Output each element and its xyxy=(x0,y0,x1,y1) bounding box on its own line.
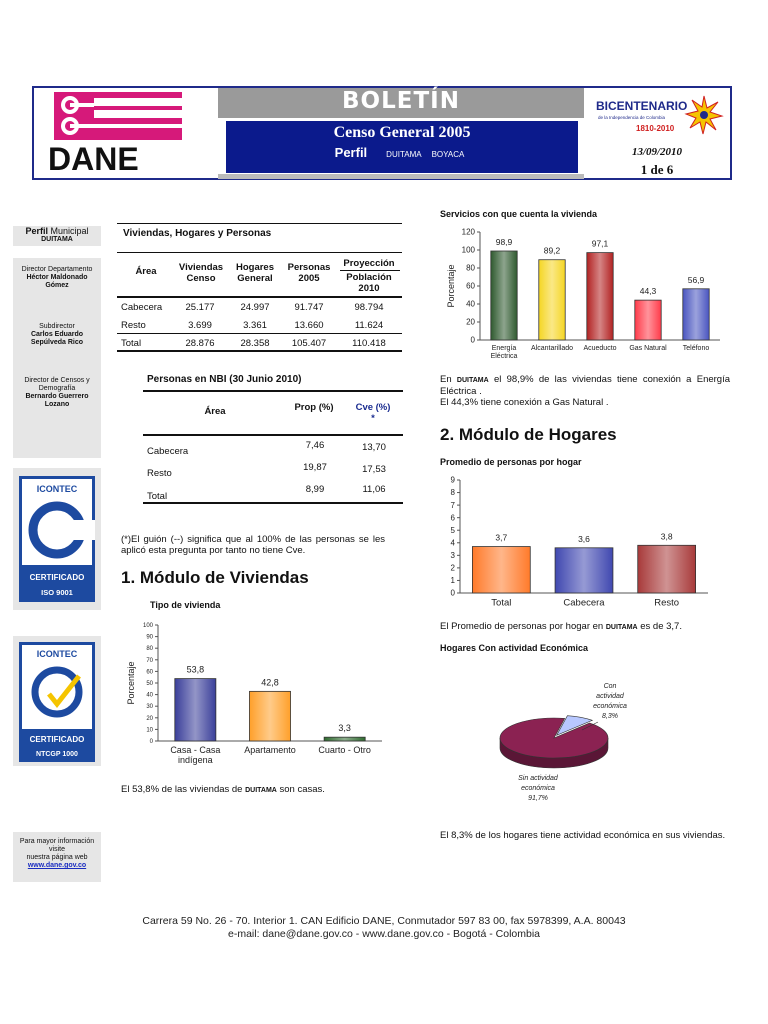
category-label: Alcantarillado xyxy=(530,345,574,352)
viviendas-text-muni: DUITAMA xyxy=(245,787,277,794)
y-tick-label: 2 xyxy=(450,563,455,573)
y-tick-label: 20 xyxy=(146,715,153,722)
viviendas-text-post: son casas. xyxy=(279,784,325,795)
table1-body-rule xyxy=(117,296,402,298)
bar-value-label: 44,3 xyxy=(639,286,657,297)
y-tick-label: 30 xyxy=(146,704,153,711)
icontec-iso-seal xyxy=(19,476,95,602)
t2-area: Resto xyxy=(147,468,172,479)
t1-hogares: 24.997 xyxy=(240,302,270,313)
bar xyxy=(539,260,565,340)
t2-cve-label: Cve (%) xyxy=(355,402,391,413)
dane-logo-graphic xyxy=(34,88,216,178)
census-title: Censo General 2005 xyxy=(333,124,471,141)
economic-activity-pie xyxy=(480,672,680,812)
t1-col-hogares: Hogares General xyxy=(235,262,274,284)
pie-label: económica xyxy=(521,785,555,792)
services-chart-title: Servicios con que cuenta la vivienda xyxy=(440,209,598,219)
category-label: Gas Natural xyxy=(629,345,667,352)
y-tick-label: 80 xyxy=(466,263,475,273)
t2-col-area: Área xyxy=(204,406,226,417)
table1-total-rule xyxy=(117,333,402,334)
category-label: Apartamento xyxy=(244,745,296,755)
y-tick-label: 120 xyxy=(461,227,475,237)
y-tick-label: 40 xyxy=(146,692,153,699)
category-label: Total xyxy=(491,597,512,609)
sidebar-directory xyxy=(13,258,101,458)
t1-area: Resto xyxy=(121,320,146,331)
hogares-text-muni: DUITAMA xyxy=(605,624,638,631)
subdirector-role: Subdirector xyxy=(39,323,75,330)
t1-col-viviendas: Viviendas Censo xyxy=(178,262,224,284)
censos-role: Director de Censos y Demografía xyxy=(24,377,90,392)
table1-body xyxy=(121,300,402,354)
sidebar-perfil xyxy=(13,226,101,246)
t1-viviendas: 28.876 xyxy=(185,338,215,349)
services-text-muni: DUITAMA xyxy=(456,377,489,384)
cert2-std: NTCGP 1000 xyxy=(36,751,78,758)
table-row xyxy=(147,462,403,484)
sidebar-perfil-word: Municipal xyxy=(50,226,89,236)
t2-prop: 8,99 xyxy=(305,484,325,495)
dane-logo xyxy=(34,88,216,178)
section1-title: 1. Módulo de Viviendas xyxy=(121,568,309,587)
sidebar-perfil-title: Perfil xyxy=(25,226,48,236)
t1-viviendas: 25.177 xyxy=(185,302,215,313)
bar-value-label: 3,6 xyxy=(578,533,590,544)
category-label: Casa - Casa xyxy=(170,745,221,755)
category-label: Teléfono xyxy=(682,345,710,352)
t1-col-personas: Personas 2005 xyxy=(287,262,331,284)
cert2-brand: ICONTEC xyxy=(36,649,78,659)
y-tick-label: 5 xyxy=(450,525,455,535)
info-line3: nuestra página web xyxy=(26,854,88,861)
t1-area: Total xyxy=(121,338,142,349)
bar xyxy=(472,547,530,593)
hogares-text-post: es de 3,7. xyxy=(640,621,682,632)
bicentenario-title: BICENTENARIO xyxy=(596,99,688,113)
pie-label: Con xyxy=(603,683,617,690)
t1-proyeccion: 98.794 xyxy=(354,302,384,313)
bar-value-label: 98,9 xyxy=(495,236,513,247)
cert1-brand: ICONTEC xyxy=(36,484,78,494)
bar xyxy=(491,251,517,340)
y-tick-label: 100 xyxy=(142,623,153,629)
category-label: indígena xyxy=(178,755,213,765)
bicentenario-years: 1810-2010 xyxy=(636,124,675,133)
services-text-pre: En xyxy=(440,374,452,385)
y-tick-label: 8 xyxy=(450,488,455,498)
bar-value-label: 42,8 xyxy=(261,677,279,688)
viviendas-chart-title: Tipo de vivienda xyxy=(150,600,221,610)
dane-logo-text: DANE xyxy=(48,141,139,177)
title-strip xyxy=(218,174,584,179)
y-tick-label: 100 xyxy=(461,245,475,255)
perfil-label: Perfil xyxy=(334,145,368,160)
footer-contact: e-mail: dane@dane.gov.co - www.dane.gov.co - Bogotá - Colombia xyxy=(227,928,541,940)
cert1-label: CERTIFICADO xyxy=(29,573,85,582)
y-axis-label: Porcentaje xyxy=(446,264,456,308)
y-tick-label: 40 xyxy=(466,299,475,309)
info-line1: Para mayor información xyxy=(19,838,95,845)
t2-cve: 17,53 xyxy=(362,464,386,475)
y-tick-label: 0 xyxy=(470,335,475,345)
cert2-label: CERTIFICADO xyxy=(29,735,85,744)
services-text2: El 44,3% tiene conexión a Gas Natural . xyxy=(440,397,609,408)
t1-viviendas: 3.699 xyxy=(188,320,212,331)
hogares-chart-title: Promedio de personas por hogar xyxy=(440,457,582,467)
pie-label: 91,7% xyxy=(528,795,548,802)
footer-address: Carrera 59 No. 26 - 70. Interior 1. CAN Edificio DANE, Conmutador 597 83 00, fax 5978399, A.A. 80043 xyxy=(142,915,626,927)
t1-col-proyeccion: Proyección xyxy=(343,258,395,269)
director-role: Director Departamento xyxy=(21,266,93,273)
y-tick-label: 10 xyxy=(146,727,153,734)
y-tick-label: 7 xyxy=(450,500,455,510)
section2-title: 2. Módulo de Hogares xyxy=(440,425,617,444)
bar xyxy=(683,289,709,340)
t2-area: Cabecera xyxy=(147,446,189,457)
y-tick-label: 70 xyxy=(146,657,153,664)
t2-prop: 19,87 xyxy=(303,462,327,473)
bulletin-title: BOLETÍN xyxy=(342,88,460,114)
t1-personas: 13.660 xyxy=(294,320,324,331)
t2-area: Total xyxy=(147,491,168,502)
y-tick-label: 6 xyxy=(450,513,455,523)
bar-value-label: 97,1 xyxy=(591,238,609,249)
sidebar-info xyxy=(13,832,101,882)
pie-slice xyxy=(500,718,608,758)
t1-col-area: Área xyxy=(135,266,157,277)
bar-value-label: 3,3 xyxy=(338,723,351,734)
y-tick-label: 50 xyxy=(146,681,153,687)
table2-top-rule xyxy=(143,390,403,392)
table-row xyxy=(147,440,403,462)
icontec-ntcgp-seal xyxy=(19,642,95,762)
category-label: Resto xyxy=(654,597,680,609)
category-label: Eléctrica xyxy=(490,353,518,360)
subdirector-name: Carlos Eduardo Sepúlveda Rico xyxy=(30,331,84,346)
category-label: Cabecera xyxy=(563,597,605,609)
y-tick-label: 9 xyxy=(450,475,455,485)
sidebar-cert1 xyxy=(13,468,101,610)
nbi-note: (*)El guión (--) significa que al 100% de las personas se les aplicó esta pregunta por tanto no tiene Cve. xyxy=(121,534,385,556)
bulletin-date: 13/09/2010 xyxy=(631,146,683,158)
table2-header-rule xyxy=(143,434,403,436)
bar xyxy=(638,545,696,593)
t1-proyeccion: 110.418 xyxy=(352,338,386,349)
bar-value-label: 3,7 xyxy=(495,532,508,543)
website-link[interactable]: www.dane.gov.co xyxy=(27,862,87,869)
t2-cve: 13,70 xyxy=(362,442,386,453)
star-burst-icon xyxy=(686,96,722,134)
pie-label: Sin actividad xyxy=(518,775,558,782)
pie-chart-title: Hogares Con actividad Económica xyxy=(440,643,589,653)
table-row xyxy=(121,300,402,318)
info-line2: visite xyxy=(49,846,65,853)
bicentenario-graphic xyxy=(586,88,730,146)
t1-personas: 91.747 xyxy=(294,302,324,313)
t1-area: Cabecera xyxy=(121,302,163,313)
bar xyxy=(175,679,216,741)
category-label: Acueducto xyxy=(583,345,617,352)
t1-col-poblacion: Población 2010 xyxy=(346,272,392,294)
pie-label: actividad xyxy=(596,693,624,700)
hogares-chart xyxy=(420,472,720,616)
bar xyxy=(324,737,365,741)
viviendas-text-pre: El 53,8% de las viviendas de xyxy=(121,784,243,795)
y-tick-label: 60 xyxy=(466,281,475,291)
bar xyxy=(635,300,661,340)
t1-personas: 105.407 xyxy=(291,338,327,349)
bar-value-label: 3,8 xyxy=(660,531,673,542)
viviendas-text xyxy=(121,784,325,796)
perfil-line xyxy=(226,145,578,160)
departamento-name: BOYACA xyxy=(431,150,465,159)
y-tick-label: 20 xyxy=(466,317,475,327)
pie-label: 8,3% xyxy=(602,713,618,720)
category-label: Cuarto - Otro xyxy=(318,745,371,755)
sidebar-cert2 xyxy=(13,636,101,766)
table1-top-rule xyxy=(117,223,402,224)
bar-value-label: 53,8 xyxy=(186,664,205,675)
t2-col-cve xyxy=(344,402,402,424)
t2-col-prop: Prop (%) xyxy=(294,402,334,413)
services-text xyxy=(440,374,730,408)
bar xyxy=(587,253,613,340)
table2-title: Personas en NBI (30 Junio 2010) xyxy=(147,374,302,385)
y-axis-label: Porcentaje xyxy=(126,661,136,705)
y-tick-label: 3 xyxy=(450,551,455,560)
municipio-name: DUITAMA xyxy=(386,150,422,159)
y-tick-label: 80 xyxy=(146,646,153,653)
services-text-post: el 98,9% de las viviendas tiene conexión a Energía Eléctrica . xyxy=(440,374,730,397)
y-tick-label: 0 xyxy=(450,588,455,598)
y-tick-label: 0 xyxy=(149,739,153,745)
t1-proyeccion: 11.624 xyxy=(354,320,384,331)
y-tick-label: 90 xyxy=(146,634,153,641)
bar xyxy=(249,691,290,741)
sidebar-municipio: DUITAMA xyxy=(41,236,73,243)
page-counter: 1 de 6 xyxy=(640,162,674,177)
bar xyxy=(555,548,613,593)
t1-proy-rule xyxy=(340,270,400,271)
y-tick-label: 1 xyxy=(450,576,455,586)
director-name: Héctor Maldonado Gómez xyxy=(26,274,88,289)
bar-value-label: 89,2 xyxy=(543,245,561,256)
y-tick-label: 60 xyxy=(146,669,153,676)
hogares-text-pre: El Promedio de personas por hogar en xyxy=(440,621,604,632)
table1-title: Viviendas, Hogares y Personas xyxy=(123,228,272,239)
y-tick-label: 4 xyxy=(450,538,455,548)
bar-value-label: 56,9 xyxy=(687,274,705,285)
t2-cve-mark: * xyxy=(371,413,375,424)
category-label: Energía xyxy=(491,345,517,352)
t2-prop: 7,46 xyxy=(305,440,325,451)
bicentenario-sub: de la Independencia de Colombia xyxy=(598,115,666,120)
cert1-std: ISO 9001 xyxy=(41,588,73,597)
t1-hogares: 28.358 xyxy=(240,338,270,349)
table1-header-rule xyxy=(117,252,402,253)
table2-body xyxy=(147,440,403,506)
services-chart xyxy=(440,222,740,368)
pie-text: El 8,3% de los hogares tiene actividad económica en sus viviendas. xyxy=(440,830,726,841)
pie-label: económica xyxy=(593,703,627,710)
t1-hogares: 3.361 xyxy=(243,320,267,331)
table2-bottom-rule xyxy=(143,502,403,504)
table1-bottom-rule xyxy=(117,350,402,352)
viviendas-chart xyxy=(120,616,390,776)
hogares-text xyxy=(440,621,682,633)
t2-cve: 11,06 xyxy=(362,484,386,495)
censos-name: Bernardo Guerrero Lozano xyxy=(25,393,89,408)
